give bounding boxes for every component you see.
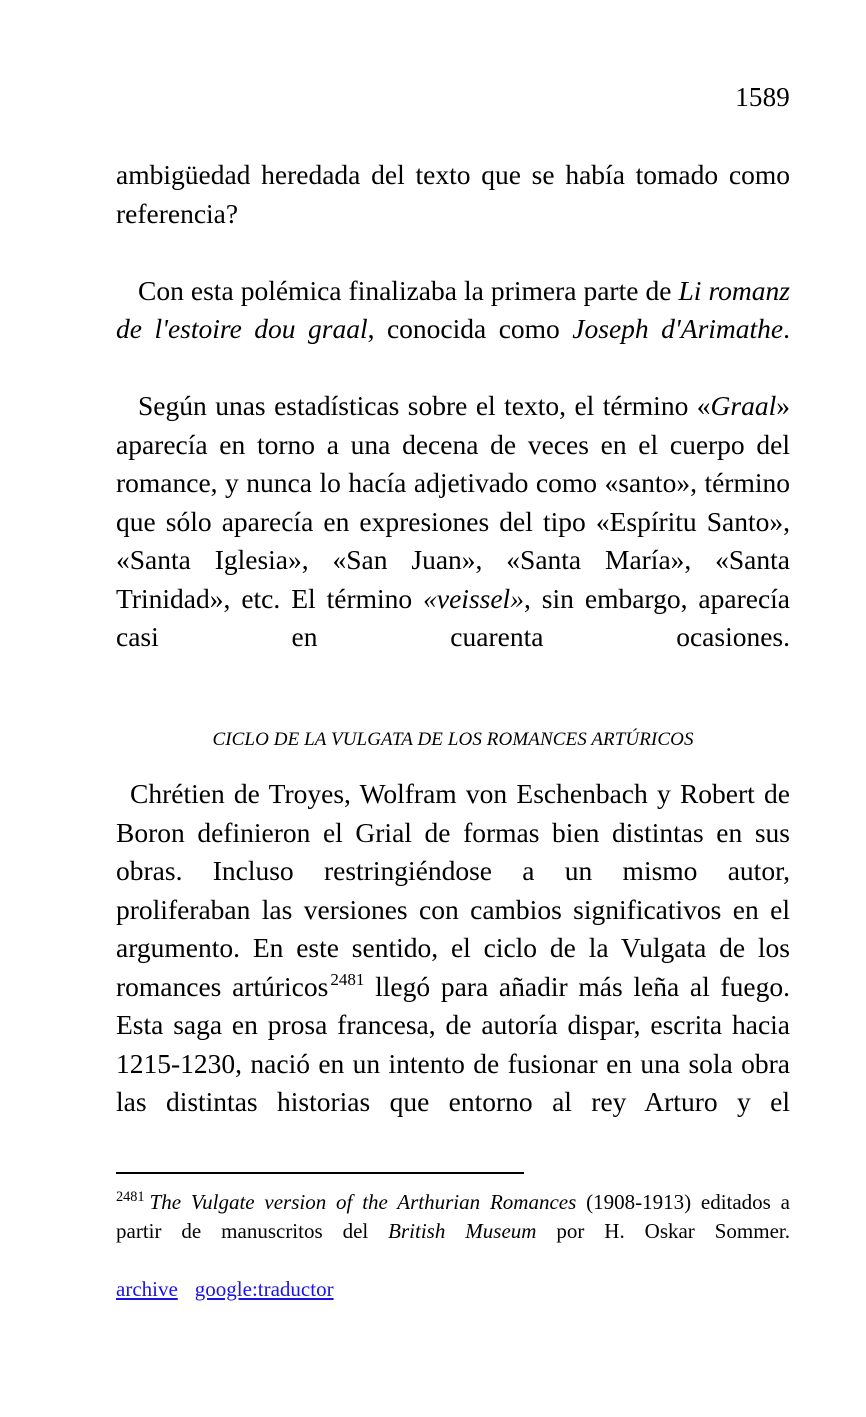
footnote-2481 — [116, 1188, 790, 1274]
title-joseph-darimathe: Joseph d'Arimathe — [572, 313, 784, 344]
footnote-area — [116, 1172, 790, 1303]
text-run: » aparecía en torno a una decena de veces en el cuerpo del romance, y nunca lo hacía adjetivado como «santo», término que sólo aparecía en expresiones del tipo «Espíritu Santo», «Santa Iglesia», «San Juan», «Santa María», «Santa Trinidad», etc. El término — [116, 390, 790, 614]
term-graal: Graal — [710, 390, 777, 421]
text-run: , sin embargo, aparecía casi en cuarenta ocasiones. — [116, 582, 790, 652]
footnote-title-vulgate-version: The Vulgate version of the Arthurian Romances — [149, 1190, 577, 1214]
footnote-links — [116, 1275, 790, 1304]
footnote-british-museum: British Museum — [388, 1218, 537, 1243]
section-heading: CICLO DE LA VULGATA DE LOS ROMANCES ARTÚRICOS — [212, 729, 694, 750]
text-run: Con esta polémica finalizaba la primera parte de — [138, 274, 679, 306]
text-run: por H. Oskar Sommer. — [536, 1218, 790, 1243]
footnote-separator-rule — [116, 1172, 524, 1174]
text-run: , conocida como — [367, 313, 573, 344]
page-number: 1589 — [735, 82, 790, 112]
footnote-reference-2481[interactable]: 2481 — [330, 970, 365, 990]
text-run: (1908-1913) editados a partir de manuscritos del — [116, 1190, 790, 1243]
term-veissel: «veissel» — [423, 582, 524, 614]
footnote-number: 2481 — [116, 1189, 145, 1205]
text-run: . — [783, 313, 790, 344]
text-run: ambigüedad heredada del texto que se había tomado como referencia? — [116, 159, 790, 229]
text-run: llegó para añadir más leña al fuego. Esta saga en prosa francesa, de autoría dispar, escrita hacia 1215-1230, nació en un intento de fusionar en una sola obra las distintas historias que entorno al rey Arturo y el — [116, 970, 791, 1117]
link-google-traductor[interactable]: google:traductor — [194, 1276, 334, 1301]
text-run: Chrétien de Troyes, Wolfram von Eschenbach y Robert de Boron definieron el Grial de formas bien distintas en sus obras. Incluso restringiéndose a un mismo autor, proliferaban las versiones con cambios significativos en el argumento. En este sentido, el ciclo de la Vulgata de los romances artúricos — [116, 778, 790, 1002]
text-run: Según unas estadísticas sobre el texto, el término « — [138, 390, 711, 421]
text-column — [116, 156, 790, 1160]
title-li-romanz: Li romanz de l'estoire dou graal — [116, 274, 790, 344]
paragraph-con-esta-polemica — [116, 272, 790, 388]
paragraph-chretien-de-troyes — [116, 775, 790, 1160]
paragraph-ambiguedad — [116, 156, 790, 272]
link-archive[interactable]: archive — [116, 1276, 178, 1301]
paragraph-segun-unas-estadisticas — [116, 387, 790, 695]
